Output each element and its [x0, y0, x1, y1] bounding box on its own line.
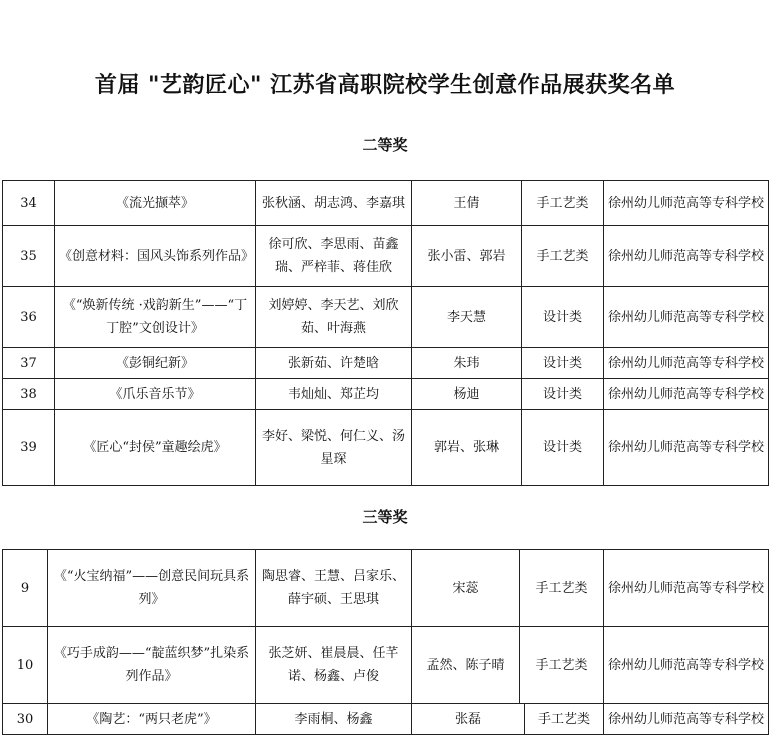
advisor: 张磊 [412, 704, 525, 735]
school: 徐州幼儿师范高等专科学校 [604, 181, 769, 226]
row-number: 9 [3, 550, 48, 627]
advisor: 李天慧 [412, 287, 522, 348]
row-number: 36 [3, 287, 55, 348]
school: 徐州幼儿师范高等专科学校 [604, 704, 769, 735]
table-row [3, 550, 769, 627]
work-title: 《“火宝纳福”——创意民间玩具系列》 [48, 550, 256, 627]
advisor: 郭岩、张琳 [412, 410, 522, 486]
school: 徐州幼儿师范高等专科学校 [604, 550, 769, 627]
students: 陶思睿、王慧、吕家乐、薛宇硕、王思琪 [256, 550, 412, 627]
row-number: 35 [3, 226, 55, 287]
table-row [3, 410, 769, 486]
students: 李雨桐、杨鑫 [256, 704, 412, 735]
row-number: 30 [3, 704, 48, 735]
school: 徐州幼儿师范高等专科学校 [604, 287, 769, 348]
school: 徐州幼儿师范高等专科学校 [604, 379, 769, 410]
category: 手工艺类 [522, 226, 604, 287]
category: 设计类 [522, 348, 604, 379]
category: 设计类 [522, 410, 604, 486]
students: 李好、梁悦、何仁义、汤星琛 [256, 410, 412, 486]
work-title: 《创意材料：国风头饰系列作品》 [55, 226, 256, 287]
table-row [3, 226, 769, 287]
category: 手工艺类 [520, 550, 604, 627]
work-title: 《匠心“封侯”童趣绘虎》 [55, 410, 256, 486]
table-row [3, 704, 769, 735]
work-title: 《流光撷萃》 [55, 181, 256, 226]
third-prize-table-continued [2, 703, 769, 735]
row-number: 34 [3, 181, 55, 226]
school: 徐州幼儿师范高等专科学校 [604, 627, 769, 704]
row-number: 10 [3, 627, 48, 704]
advisor: 王倩 [412, 181, 522, 226]
work-title: 《爪乐音乐节》 [55, 379, 256, 410]
table-row [3, 181, 769, 226]
third-prize-table [2, 549, 769, 704]
advisor: 张小雷、郭岩 [412, 226, 522, 287]
category: 设计类 [522, 287, 604, 348]
advisor: 杨迪 [412, 379, 522, 410]
advisor: 宋蕊 [412, 550, 520, 627]
students: 张芝妍、崔晨晨、任芊诺、杨鑫、卢俊 [256, 627, 412, 704]
category: 手工艺类 [522, 181, 604, 226]
table-row [3, 627, 769, 704]
row-number: 39 [3, 410, 55, 486]
work-title: 《“焕新传统 ·戏韵新生”——“丁丁腔”文创设计》 [55, 287, 256, 348]
work-title: 《巧手成韵——“靛蓝织梦”扎染系列作品》 [48, 627, 256, 704]
advisor: 孟然、陈子晴 [412, 627, 520, 704]
students: 徐可欣、李思雨、苗鑫瑞、严梓菲、蒋佳欣 [256, 226, 412, 287]
category: 手工艺类 [520, 627, 604, 704]
section-heading-third-prize: 三等奖 [362, 508, 408, 526]
table-row [3, 379, 769, 410]
advisor: 朱玮 [412, 348, 522, 379]
table-row [3, 348, 769, 379]
table-row [3, 287, 769, 348]
second-prize-table [2, 180, 769, 486]
row-number: 37 [3, 348, 55, 379]
row-number: 38 [3, 379, 55, 410]
students: 张秋涵、胡志鸿、李嘉琪 [256, 181, 412, 226]
students: 张新茹、许楚晗 [256, 348, 412, 379]
category: 设计类 [522, 379, 604, 410]
school: 徐州幼儿师范高等专科学校 [604, 226, 769, 287]
work-title: 《陶艺：“两只老虎”》 [48, 704, 256, 735]
work-title: 《彭铜纪新》 [55, 348, 256, 379]
school: 徐州幼儿师范高等专科学校 [604, 348, 769, 379]
students: 刘婷婷、李天艺、刘欣茹、叶海燕 [256, 287, 412, 348]
students: 韦灿灿、郑芷均 [256, 379, 412, 410]
category: 手工艺类 [525, 704, 604, 735]
section-heading-second-prize: 二等奖 [362, 136, 408, 154]
page-title: 首届 "艺韵匠心" 江苏省高职院校学生创意作品展获奖名单 [94, 73, 676, 98]
school: 徐州幼儿师范高等专科学校 [604, 410, 769, 486]
